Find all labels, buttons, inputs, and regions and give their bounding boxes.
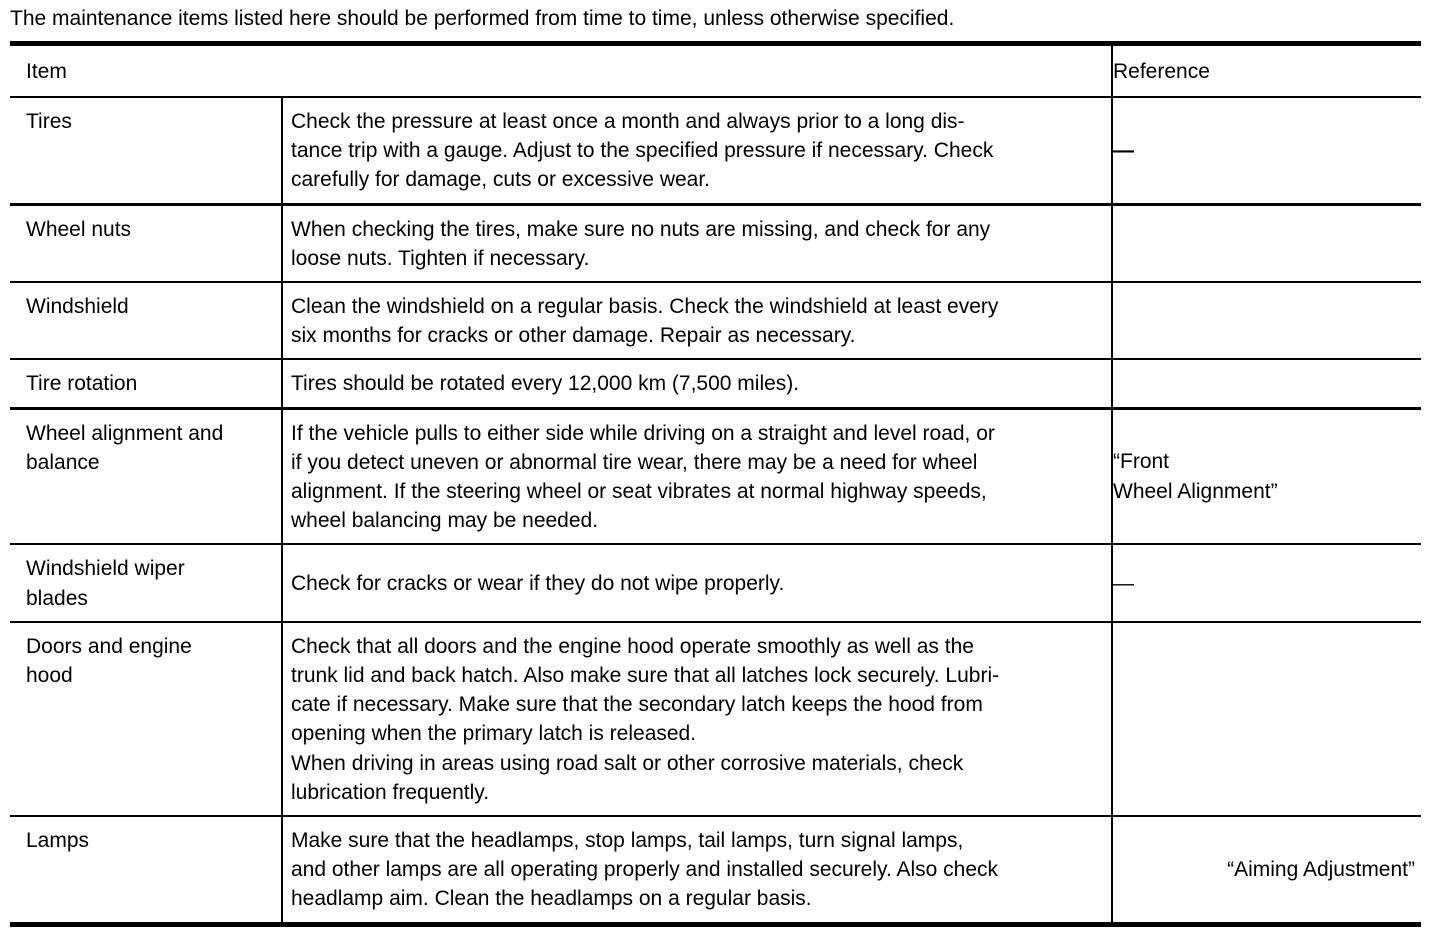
description-cell <box>282 622 1112 816</box>
description-line: Clean the windshield on a regular basis. Check the windshield at least every <box>291 295 999 319</box>
item-cell <box>10 282 282 359</box>
item-label: Tire rotation <box>26 372 138 396</box>
description-line: tance trip with a gauge. Adjust to the specified pressure if necessary. Check <box>291 139 994 163</box>
reference-cell <box>1112 544 1421 621</box>
description-cell <box>282 97 1112 204</box>
item-label: Windshield <box>26 295 129 319</box>
maintenance-table <box>10 41 1421 927</box>
item-cell <box>10 359 282 408</box>
description-line: cate if necessary. Make sure that the secondary latch keeps the hood from <box>291 693 983 717</box>
table-row <box>10 544 1421 621</box>
description-line: alignment. If the steering wheel or seat vibrates at normal highway speeds, <box>291 480 987 504</box>
description-cell <box>282 204 1112 282</box>
reference-text: “Front <box>1113 450 1170 474</box>
description-line: lubrication frequently. <box>291 780 490 804</box>
description-line: Check the pressure at least once a month and always prior to a long dis- <box>291 110 965 133</box>
description-line: trunk lid and back hatch. Also make sure that all latches lock securely. Lubri- <box>291 664 1000 688</box>
description-line: If the vehicle pulls to either side while driving on a straight and level road, or <box>291 421 995 445</box>
reference-dash: — <box>1113 138 1134 162</box>
description-line: if you detect uneven or abnormal tire wear, there may be a need for wheel <box>291 450 978 474</box>
item-label: blades <box>26 586 88 610</box>
table-row <box>10 816 1421 924</box>
item-label: Wheel alignment and <box>26 421 224 445</box>
reference-cell <box>1112 622 1421 816</box>
description-cell <box>282 816 1112 924</box>
reference-cell <box>1112 408 1421 544</box>
description-line: When driving in areas using road salt or other corrosive materials, check <box>291 751 964 775</box>
item-label: Tires <box>26 110 72 133</box>
reference-cell <box>1112 204 1421 282</box>
description-cell <box>282 544 1112 621</box>
item-label: Windshield wiper <box>26 557 185 581</box>
item-cell <box>10 97 282 204</box>
item-cell <box>10 816 282 924</box>
item-label: Wheel nuts <box>26 217 132 241</box>
description-line: carefully for damage, cuts or excessive wear. <box>291 168 711 192</box>
description-line: opening when the primary latch is released. <box>291 722 697 746</box>
description-line: Make sure that the headlamps, stop lamps, tail lamps, turn signal lamps, <box>291 829 964 853</box>
description-cell <box>282 359 1112 408</box>
item-label: balance <box>26 450 100 474</box>
description-line: When checking the tires, make sure no nuts are missing, and check for any <box>291 217 991 241</box>
reference-dash: — <box>1113 571 1134 595</box>
item-label: hood <box>26 664 73 688</box>
reference-cell <box>1112 97 1421 204</box>
reference-cell <box>1112 816 1421 924</box>
reference-cell <box>1112 282 1421 359</box>
table-row <box>10 97 1421 204</box>
header-item: Item <box>10 44 1112 98</box>
description-line: Check that all doors and the engine hood operate smoothly as well as the <box>291 634 974 658</box>
item-cell <box>10 408 282 544</box>
table-row <box>10 622 1421 816</box>
intro-text: The maintenance items listed here should be performed from time to time, unless otherwise specified. <box>10 7 955 30</box>
description-line: Tires should be rotated every 12,000 km (7,500 miles). <box>291 372 800 396</box>
description-cell <box>282 282 1112 359</box>
item-label: Doors and engine <box>26 634 192 658</box>
reference-text: “Aiming Adjustment” <box>1227 857 1415 881</box>
table-row <box>10 204 1421 282</box>
table-row <box>10 282 1421 359</box>
reference-text: Wheel Alignment” <box>1113 479 1278 503</box>
description-line: wheel balancing may be needed. <box>291 509 599 533</box>
description-line: loose nuts. Tighten if necessary. <box>291 246 590 270</box>
item-cell <box>10 204 282 282</box>
table-row <box>10 408 1421 544</box>
description-line: six months for cracks or other damage. Repair as necessary. <box>291 324 856 348</box>
table-header-row <box>10 44 1421 98</box>
description-cell <box>282 408 1112 544</box>
reference-cell <box>1112 359 1421 408</box>
item-cell <box>10 544 282 621</box>
description-line: headlamp aim. Clean the headlamps on a regular basis. <box>291 887 812 911</box>
item-label: Lamps <box>26 829 90 853</box>
item-cell <box>10 622 282 816</box>
header-reference: Reference <box>1112 44 1421 98</box>
description-line: and other lamps are all operating properly and installed securely. Also check <box>291 858 999 882</box>
description-line: Check for cracks or wear if they do not wipe properly. <box>291 572 785 596</box>
table-row <box>10 359 1421 408</box>
